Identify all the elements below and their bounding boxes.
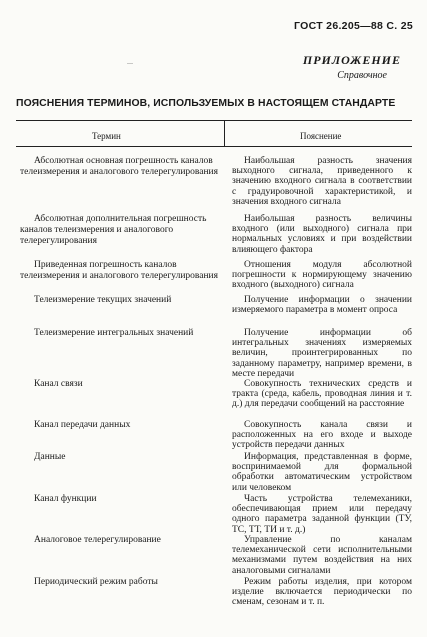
term-cell: Периодический режим работы: [34, 577, 158, 587]
explanation-cell: Совокупность технических средств и тракта (среда, кабель, проводная линия и т. д.) для передачи сообщений на расстояние: [232, 379, 412, 410]
standard-header: ГОСТ 26.205—88 С. 25: [294, 20, 413, 32]
explanation-cell: Режим работы изделия, при котором изделие включается периодически по сменам, сезонам и т. п.: [232, 577, 412, 608]
term-cell: Канал связи: [34, 379, 83, 389]
explanation-cell: Получение информации о значении измеряемого параметра в момент опроса: [232, 295, 412, 316]
term-cell: Канал передачи данных: [34, 420, 131, 430]
table-header-divider: [224, 120, 225, 146]
explanation-cell: Совокупность канала связи и расположенных на его входе и выходе устройств передачи данных: [232, 420, 412, 451]
explanation-cell: Наибольшая разность величины входного (или выходного) сигнала при нормальных условиях и при воздействии влияющего фактора: [232, 214, 412, 255]
term-cell: Абсолютная основная погрешность каналов телеизмерения и аналогового телерегулирования: [20, 156, 219, 177]
explanation-cell: Отношения модуля абсолютной погрешности к нормирующему значению входного (выходного) сигнала: [232, 260, 412, 291]
column-header-term: Термин: [92, 131, 121, 141]
term-cell: Канал функции: [34, 494, 97, 504]
table-header-rule: [16, 146, 412, 147]
term-cell: Данные: [34, 452, 66, 462]
explanation-cell: Управление по каналам телемеханической сети исполнительными механизмами путем воздействия на них аналоговыми сигналами: [232, 535, 412, 576]
document-title: ПОЯСНЕНИЯ ТЕРМИНОВ, ИСПОЛЬЗУЕМЫХ В НАСТОЯЩЕМ СТАНДАРТЕ: [16, 98, 396, 109]
table-top-rule: [16, 120, 412, 121]
explanation-cell: Получение информации об интегральных значениях измеряемых величин, проинтегрированных по заданному параметру, например времени, в месте передачи: [232, 328, 412, 379]
term-cell: Телеизмерение интегральных значений: [34, 328, 194, 338]
appendix-subtitle: Справочное: [337, 70, 387, 81]
term-cell: Приведенная погрешность каналов телеизмерения и аналогового телерегулирования: [20, 260, 219, 281]
explanation-cell: Часть устройства телемеханики, обеспечивающая прием или передачу одного параметра заданной функции (ТУ, ТС, ТТ, ТИ и т. д.): [232, 494, 412, 535]
appendix-title: ПРИЛОЖЕНИЕ: [302, 53, 401, 67]
column-header-explanation: Пояснение: [300, 131, 342, 141]
term-cell: Абсолютная дополнительная погрешность каналов телеизмерения и аналогового телерегулирования: [20, 214, 207, 246]
scan-mark: ...: [127, 57, 133, 66]
term-cell: Телеизмерение текущих значений: [34, 295, 172, 305]
explanation-cell: Наибольшая разность значения выходного сигнала, приведенного к значению входного сигнала в соответствии с градуировочной характеристикой, и значения входного сигнала: [232, 156, 412, 207]
term-cell: Аналоговое телерегулирование: [34, 535, 161, 545]
explanation-cell: Информация, представленная в форме, воспринимаемой для формальной обработки автоматическим устройством или человеком: [232, 452, 412, 493]
